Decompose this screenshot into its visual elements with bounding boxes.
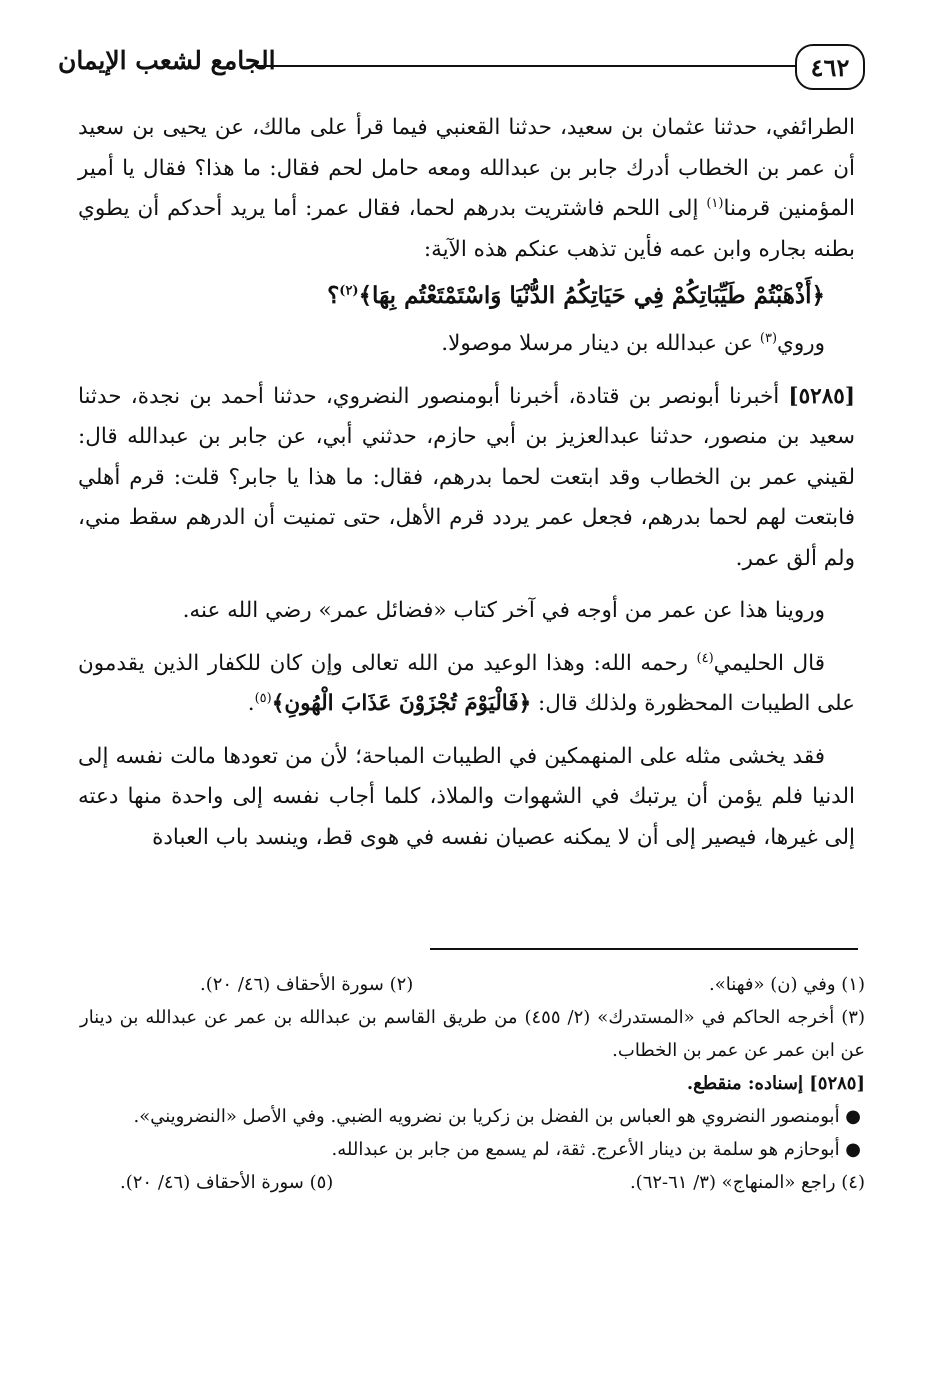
paragraph-text: فقد يخشى مثله على المنهمكين في الطيبات المباحة؛ لأن من تعودها مالت نفسه إلى الدنيا فلم يؤمن أن يرتبك في الشهوات والملاذ، كلما أجاب نفسه إلى واحدة منها دعته إلى غيرها، فيصير إلى أن لا يمكنه عصيان نفسه في هوى قط، وينسد باب العبادة (78, 743, 855, 850)
main-text (78, 108, 855, 858)
paragraph-5 (78, 644, 855, 725)
book-title: الجامع لشعب الإيمان (58, 46, 276, 75)
footnotes (80, 968, 865, 1199)
footnote-5: (٥) سورة الأحقاف (٤٦/ ٢٠). (120, 1172, 334, 1193)
paragraph-text: إلى اللحم فاشتريت بدرهم لحما، فقال عمر: أما يريد أحدكم أن يطوي بطنه بجاره وابن عمه فأين تذهب عنكم هذه الآية: (78, 196, 855, 262)
paragraph-text: وروينا هذا عن عمر من أوجه في آخر كتاب «فضائل عمر» رضي الله عنه. (182, 598, 825, 623)
footnote-ref: (١) (706, 195, 724, 211)
paragraph-3 (78, 377, 855, 580)
footnote-5285: [٥٢٨٥] إسناده: منقطع. (686, 1073, 865, 1094)
quran-verse-inline: ﴿فَالْيَوْمَ تُجْزَوْنَ عَذَابَ الْهُونِ﴾ (271, 691, 532, 716)
verse-text: ﴿أَذْهَبْتُمْ طَيِّبَاتِكُمْ فِي حَيَاتِكُمُ الدُّنْيَا وَاسْتَمْتَعْتُم بِهَا﴾ (358, 282, 825, 309)
footnote-1: (١) وفي (ن) «فهنا». (708, 974, 865, 995)
footnote-row (80, 968, 865, 1001)
footnote-ref: (٥) (254, 690, 272, 706)
quran-verse (78, 274, 855, 318)
paragraph-6 (78, 737, 855, 859)
paragraph-text: رحمه الله: وهذا الوعيد من الله تعالى وإن كان للكفار الذين يقدمون على الطيبات المحظورة ولذلك قال: (78, 650, 855, 716)
footnote-separator (430, 948, 858, 950)
paragraph-text: الطرائفي، حدثنا عثمان بن سعيد، حدثنا القعنبي فيما قرأ على مالك، عن يحيى بن سعيد أن عمر بن الخطاب أدرك جابر بن عبدالله ومعه حامل لحم فقال: ما هذا؟ فقال يا أمير المؤمنين قرمنا (78, 115, 856, 221)
footnote-bullet-1: ● أبومنصور النضروي هو العباس بن الفضل بن زكريا بن نضرويه الضبي. وفي الأصل «النضرويني». (133, 1106, 861, 1127)
paragraph-4 (78, 591, 855, 632)
paragraph-text: أخبرنا أبونصر بن قتادة، أخبرنا أبومنصور النضروي، حدثنا أحمد بن نجدة، حدثنا سعيد بن منصور، حدثنا عبدالعزيز بن أبي حازم، حدثني أبي، عن جابر بن عبدالله قال: لقيني عمر بن الخطاب وقد ابتعت لحما بدرهم، فقال: ما هذا يا جابر؟ قلت: قرم أهلي فابتعت لهم لحما بدرهم، فجعل عمر يردد قرم الأهل، حتى تمنيت أن الدرهم سقط مني، ولم ألق عمر. (78, 383, 855, 571)
footnote-2: (٢) سورة الأحقاف (٤٦/ ٢٠). (200, 974, 414, 995)
footnote-3: (٣) أخرجه الحاكم في «المستدرك» (٢/ ٤٥٥) من طريق القاسم بن عبدالله بن عمر عن عبدالله بن دينار عن ابن عمر عن عمر بن الخطاب. (80, 1007, 865, 1061)
footnote-bullet-2: ● أبوحازم هو سلمة بن دينار الأعرج. ثقة، لم يسمع من جابر بن عبدالله. (331, 1139, 861, 1160)
footnote-ref: (٤) (696, 650, 714, 666)
footnote-4: (٤) راجع «المنهاج» (٣/ ٦١-٦٢). (629, 1172, 865, 1193)
footnote-row (80, 1166, 865, 1199)
paragraph-text: قال الحليمي (713, 650, 825, 676)
paragraph-1 (78, 108, 855, 270)
header-rule (255, 65, 795, 67)
page-header (40, 40, 865, 90)
verse-end: ؟ (327, 282, 340, 309)
hadith-number: [٥٢٨٥] (788, 383, 855, 409)
paragraph-text: عن عبدالله بن دينار مرسلا موصولا. (441, 331, 760, 356)
paragraph-text: . (247, 691, 255, 716)
footnote-ref: (٢) (339, 283, 359, 299)
page-number: ٤٦٢ (795, 44, 865, 90)
paragraph-2 (78, 324, 855, 365)
paragraph-text: وروي (777, 331, 825, 356)
footnote-ref: (٣) (759, 330, 778, 346)
